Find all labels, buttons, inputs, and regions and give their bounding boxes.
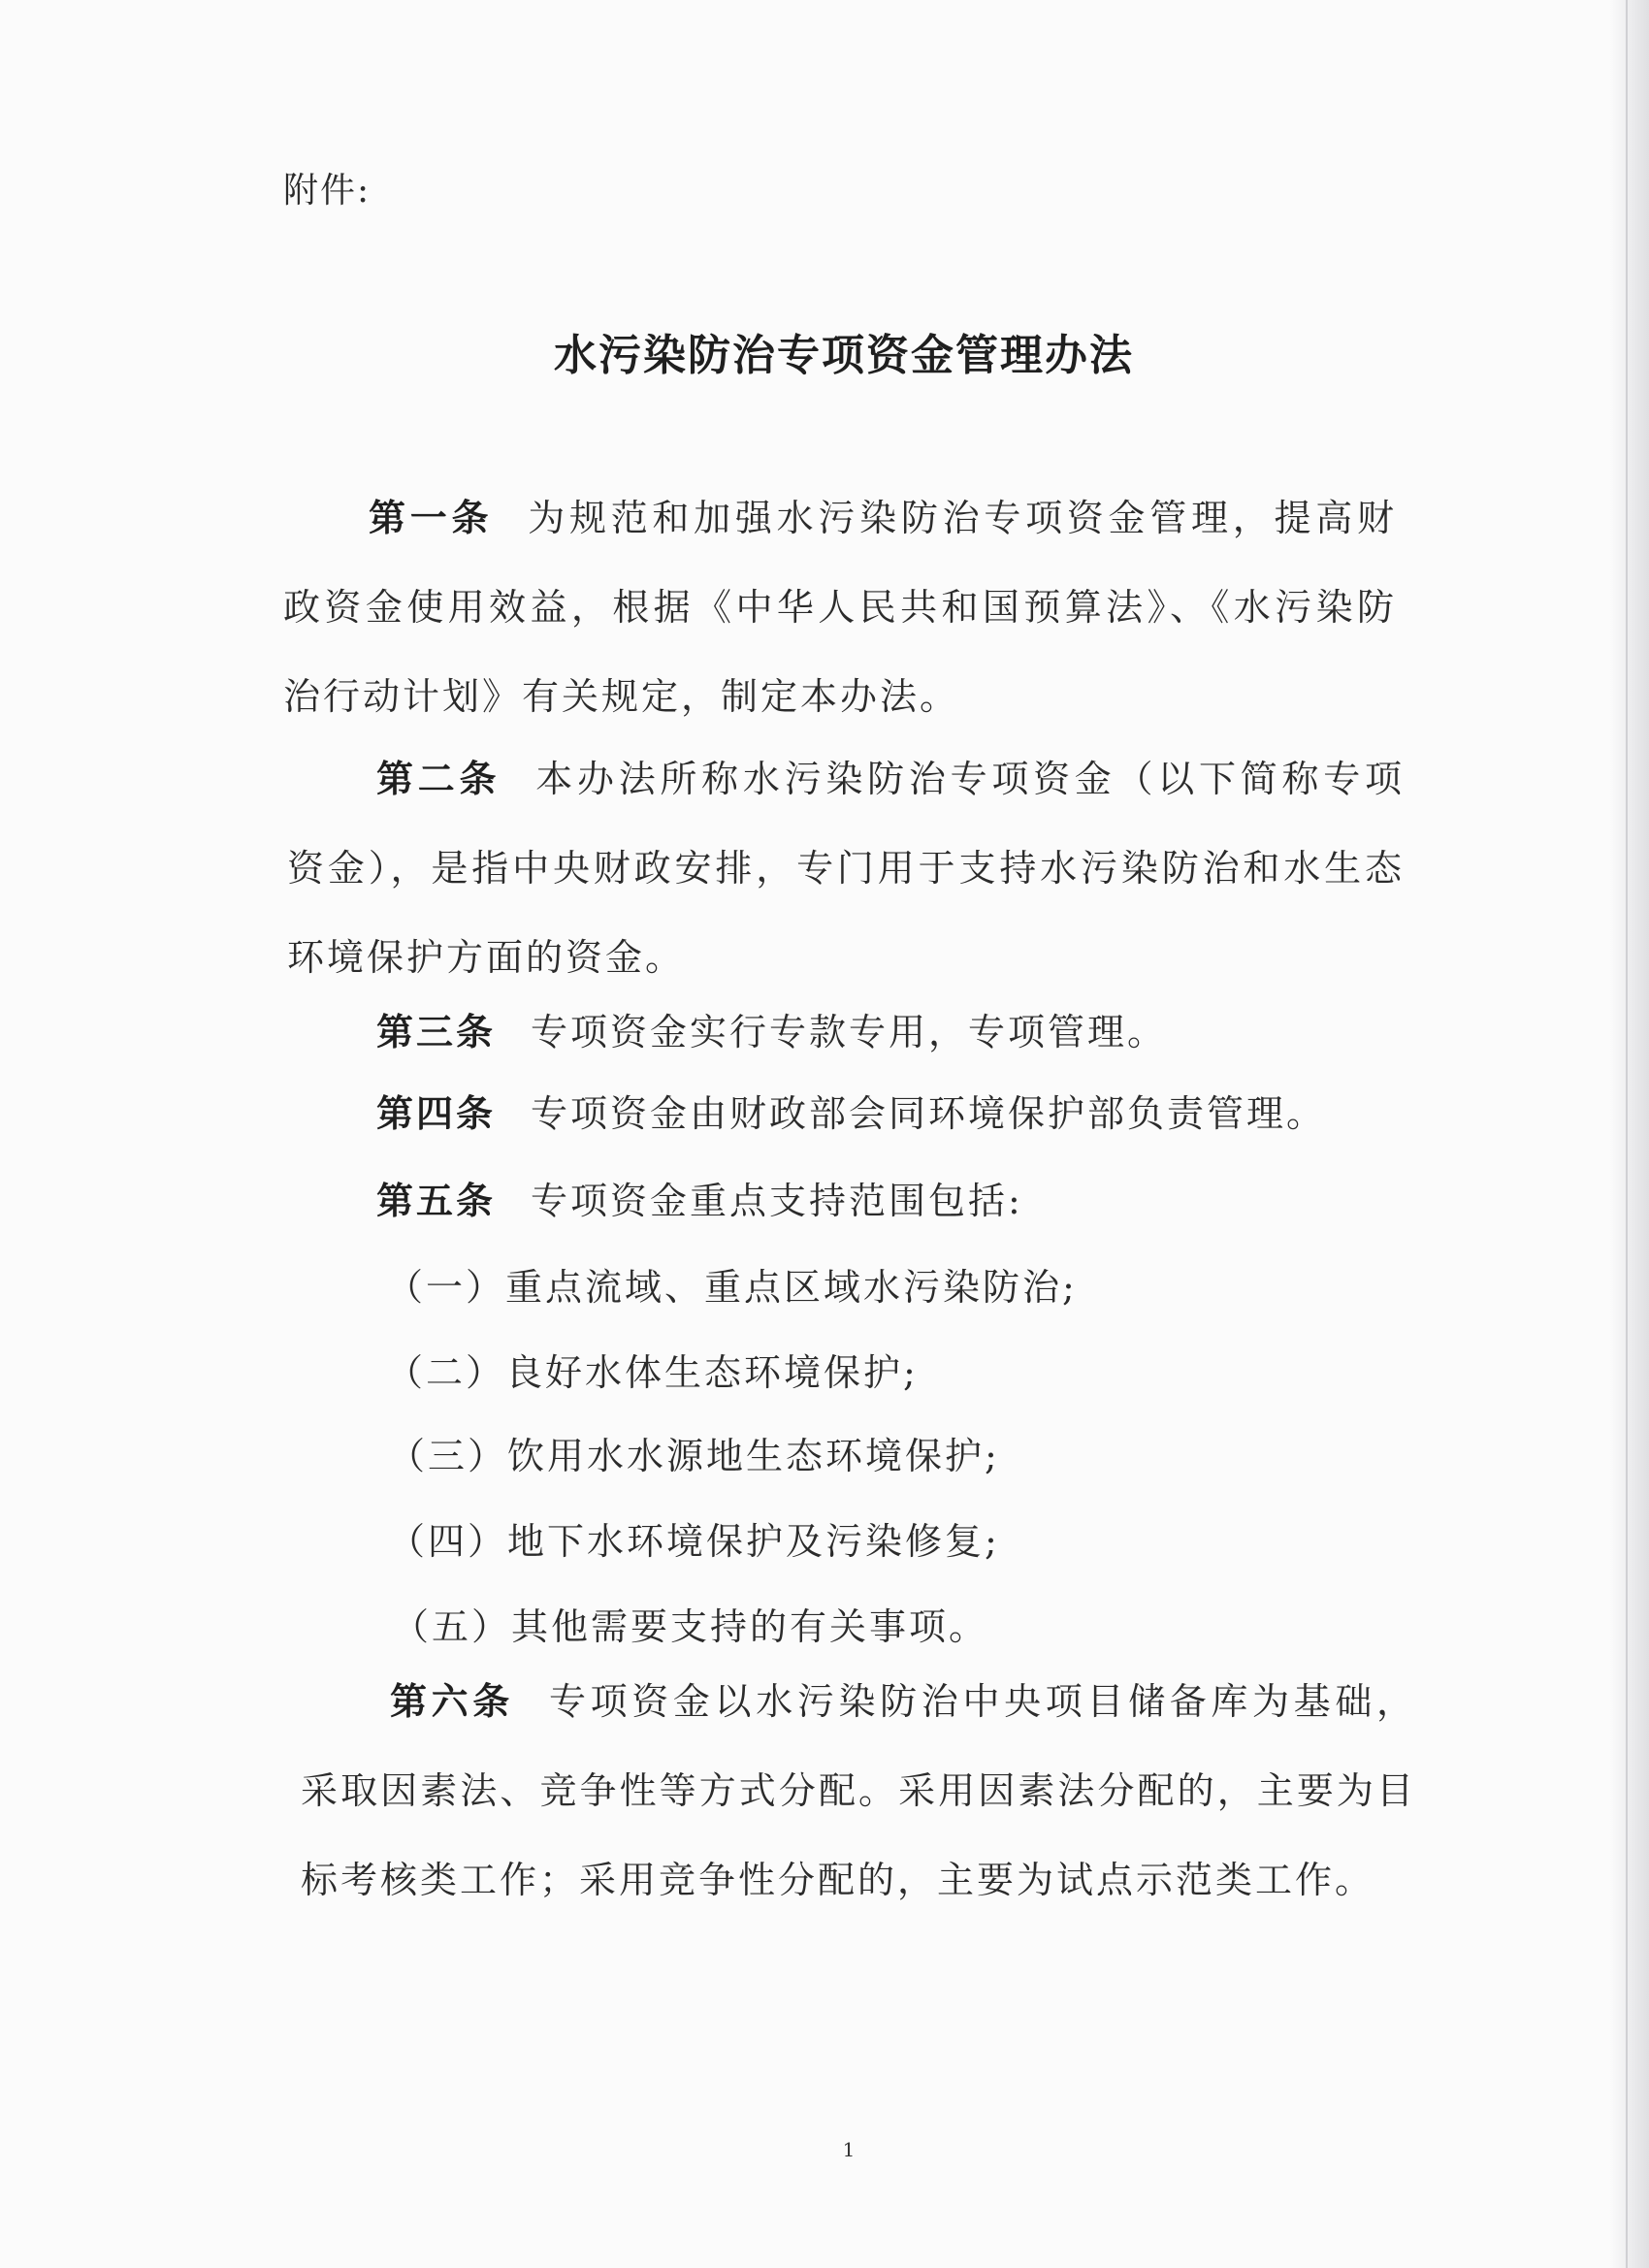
article-4-label: 第四条	[376, 1091, 497, 1135]
article-4	[376, 1069, 1414, 1158]
scope-item-4: （四）地下水环境保护及污染修复;	[388, 1520, 1000, 1563]
article-6-label: 第六条	[390, 1679, 514, 1723]
article-1-text: 为规范和加强水污染防治专项资金管理，提高财政资金使用效益，根据《中华人民共和国预算法》、《水污染防治行动计划》有关规定，制定本办法。	[283, 497, 1397, 718]
article-2	[287, 734, 1405, 1002]
article-3	[376, 988, 1414, 1077]
article-5-label: 第五条	[376, 1179, 497, 1222]
article-3-label: 第三条	[376, 1010, 497, 1053]
article-2-label: 第二条	[376, 757, 501, 800]
scope-item-5: （五）其他需要支持的有关事项。	[392, 1605, 989, 1648]
article-2-text: 本办法所称水污染防治专项资金（以下简称专项资金），是指中央财政安排，专门用于支持水污染防治和水生态环境保护方面的资金。	[287, 758, 1405, 979]
article-5	[376, 1156, 1414, 1246]
attachment-label: 附件:	[283, 171, 372, 211]
article-1	[283, 473, 1397, 741]
article-1-label: 第一条	[369, 496, 494, 539]
article-5-text: 专项资金重点支持范围包括:	[531, 1180, 1023, 1222]
article-6-text: 专项资金以水污染防治中央项目储备库为基础，采取因素法、竞争性等方式分配。采用因素法分配的，主要为目标考核类工作；采用竞争性分配的，主要为试点示范类工作。	[301, 1680, 1416, 1901]
article-3-text: 专项资金实行专款专用，专项管理。	[531, 1011, 1168, 1053]
scope-item-1: （一）重点流域、重点区域水污染防治;	[386, 1266, 1078, 1309]
document-title: 水污染防治专项资金管理办法	[554, 331, 1134, 380]
scope-item-2: （二）良好水体生态环境保护;	[386, 1351, 919, 1394]
scanner-edge-shadow	[1610, 0, 1649, 2268]
scope-item-3: （三）饮用水水源地生态环境保护;	[388, 1435, 1000, 1477]
scanner-edge-line	[1626, 0, 1628, 2268]
article-6	[301, 1657, 1416, 1925]
article-4-text: 专项资金由财政部会同环境保护部负责管理。	[531, 1092, 1327, 1135]
page-number: 1	[842, 2138, 856, 2161]
